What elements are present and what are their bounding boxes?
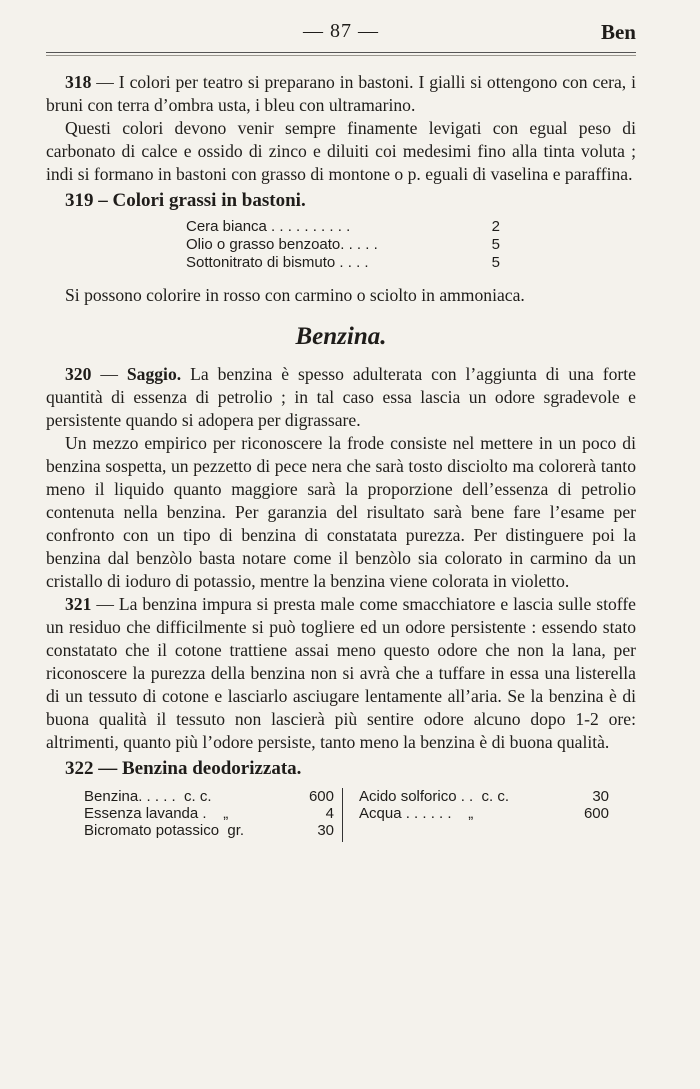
paragraph-320 xyxy=(46,363,636,432)
recipe-row xyxy=(84,805,334,822)
paragraph-text: La benzina è spesso adulterata con l’aggiunta di una forte quantità di essenza di petrolio ; in tal caso essa lascia un odore sgradevole e persistente quando si adopera per digrassare. xyxy=(46,364,636,430)
header-rule-secondary xyxy=(46,55,636,56)
paragraph-text: — I colori per teatro si preparano in bastoni. I gialli si ottengono con cera, i bruni con terra d’ombra usta, i bleu con ultramarino. xyxy=(46,72,636,115)
chapter-title: Benzina. xyxy=(295,323,387,350)
section-number: 321 xyxy=(65,594,92,614)
ingredient-qty: 5 xyxy=(491,254,500,271)
recipe-322 xyxy=(84,788,636,842)
recipe-row xyxy=(186,254,500,272)
recipe-row xyxy=(84,788,334,805)
running-head: Ben xyxy=(600,20,636,44)
ingredient-name: Bicromato potassico gr. xyxy=(84,822,245,839)
heading-319: 319 – Colori grassi in bastoni. xyxy=(65,190,306,211)
section-number: 320 xyxy=(65,364,92,384)
recipe-row xyxy=(84,822,334,839)
recipe-right-column xyxy=(359,788,629,842)
recipe-319 xyxy=(186,218,636,272)
ingredient-qty: 5 xyxy=(491,236,500,253)
section-subtitle: Saggio. xyxy=(126,364,182,384)
paragraph-text: — La benzina impura si presta male come smacchiatore e lascia sulle stoffe un residuo che difficilmente si può togliere ed un odore persistente : essendo stato constatato che il cotone trattiene assai meno questo odore che non la lana, per riconoscere la purezza della benzina non si avrà che a tuffare in essa una listerella di un tessuto di cotone e lasciarlo asciugare lentamente all’aria. Se la benzina è di buona qualità il tessuto non lascierà più sentire odore alcuno dopo 1-2 ore: altrimenti, quanto più l’odore persiste, tanto meno la benzina è di buona qualità. xyxy=(46,594,636,752)
ingredient-qty: 600 xyxy=(308,788,334,805)
ingredient-qty: 4 xyxy=(325,805,334,822)
paragraph-320-continued: Un mezzo empirico per riconoscere la frode consiste nel mettere in un poco di benzina sospetta, un pezzetto di pece nera che sarà tosto disciolto ma colorerà tanto meno il liquido quanto maggiore sarà la proporzione dell’essenza di petrolio contenuta nella benzina. Per garanzia del risultato sarà bene fare l’esame per confronto con un tipo di benzina di constatata purezza. Per distinguere poi la benzina dal benzòlo basta notare come il benzòlo sia colorato in carmino da un cristallo di ioduro di potassio, mentre la benzina viene colorata in violetto. xyxy=(46,433,636,591)
section-number: 318 xyxy=(65,72,92,92)
ingredient-qty: 30 xyxy=(317,822,334,839)
recipe-left-column xyxy=(84,788,334,842)
recipe-row xyxy=(359,805,629,822)
ingredient-name: Cera bianca . . . . . . . . . . xyxy=(186,218,351,235)
section-dash: — xyxy=(91,364,127,384)
ingredient-name: Acido solforico . . c. c. xyxy=(359,788,510,805)
ingredient-qty: 600 xyxy=(583,805,609,822)
ingredient-name: Benzina. . . . . c. c. xyxy=(84,788,212,805)
recipe-row xyxy=(186,236,500,254)
column-divider xyxy=(342,788,343,842)
ingredient-qty: 30 xyxy=(592,788,609,805)
recipe-row xyxy=(359,788,629,805)
ingredient-name: Essenza lavanda . „ xyxy=(84,805,229,822)
heading-322: 322 — Benzina deodorizzata. xyxy=(65,758,302,779)
header-rule xyxy=(46,52,636,53)
page-body xyxy=(46,71,636,842)
ingredient-name: Acqua . . . . . . „ xyxy=(359,805,474,822)
paragraph-318-continued: Questi colori devono venir sempre finamente levigati con egual peso di carbonato di calce e ossido di zinco e diluiti coi medesimi fino alla tinta voluta ; indi si formano in bastoni con grasso di montone o p. eguali di vaselina e paraffina. xyxy=(46,118,636,184)
page-header xyxy=(46,20,636,44)
recipe-row xyxy=(186,218,500,236)
ingredient-name: Sottonitrato di bismuto . . . . xyxy=(186,254,369,271)
paragraph-319-text: Si possono colorire in rosso con carmino o sciolto in ammoniaca. xyxy=(65,285,525,305)
ingredient-name: Olio o grasso benzoato. . . . . xyxy=(186,236,378,253)
page-number: — 87 — xyxy=(303,20,379,42)
paragraph-321 xyxy=(46,593,636,754)
paragraph-318 xyxy=(46,71,636,117)
ingredient-qty: 2 xyxy=(491,218,500,235)
